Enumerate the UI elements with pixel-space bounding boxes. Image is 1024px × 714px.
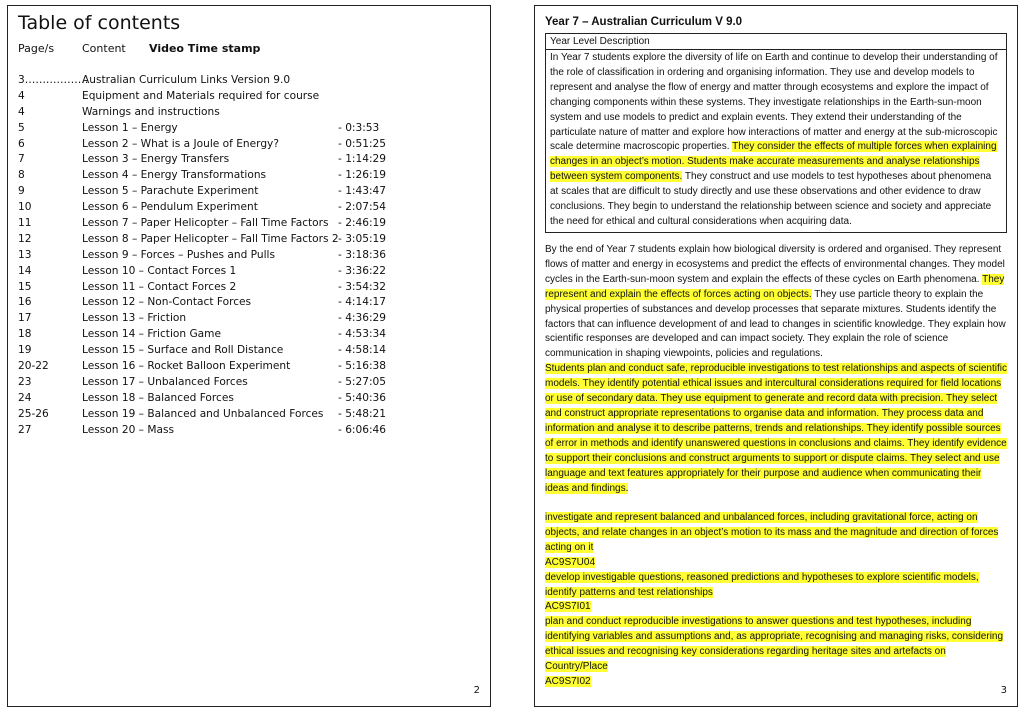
content-description-highlight: investigate and represent balanced and unbalanced forces, including gravitational force, acting on objects, and relate changes in an object’s motion to its mass and the magnitude and direction of forces acting on it xyxy=(545,512,999,553)
achievement-highlight-forces: They represent and explain the effects of forces acting on objects. xyxy=(545,273,1005,300)
toc-page-number: 10 xyxy=(18,201,32,214)
curriculum-title: Year 7 – Australian Curriculum V 9.0 xyxy=(545,16,743,28)
year-level-description-text xyxy=(546,50,1006,232)
toc-content: Lesson 1 – Energy xyxy=(82,121,178,134)
toc-video-timestamp: - 1:26:19 xyxy=(338,169,387,182)
content-description-line xyxy=(545,615,1007,675)
curriculum-page xyxy=(534,5,1018,707)
toc-video-timestamp: - 0:3:53 xyxy=(338,121,380,134)
toc-page-number: 4 xyxy=(18,89,25,102)
description-highlight: They consider the effects of multiple forces when explaining changes in an object’s motion. Students make accurate measurements and analyse relationships between system components. xyxy=(550,141,997,183)
toc-content: Lesson 17 – Unbalanced Forces xyxy=(82,375,248,388)
toc-page-number: 16 xyxy=(18,296,32,309)
page-number: 3 xyxy=(1000,685,1007,696)
year-level-description-heading: Year Level Description xyxy=(546,34,1006,50)
header-page: Page/s xyxy=(18,42,55,55)
toc-row xyxy=(18,73,488,89)
toc-content: Lesson 8 – Paper Helicopter – Fall Time Factors 2 xyxy=(82,232,339,245)
toc-video-timestamp: - 1:43:47 xyxy=(338,185,387,198)
toc-page-number: 12 xyxy=(18,232,32,245)
toc-video-timestamp: - 2:46:19 xyxy=(338,217,387,230)
toc-row xyxy=(18,184,488,200)
toc-row xyxy=(18,359,488,375)
toc-page-number: 25-26 xyxy=(18,407,49,420)
toc-page-number: 9 xyxy=(18,185,25,198)
toc-content: Lesson 20 – Mass xyxy=(82,423,175,436)
toc-content: Lesson 4 – Energy Transformations xyxy=(82,169,267,182)
toc-video-timestamp: - 1:14:29 xyxy=(338,153,387,166)
header-content: Content xyxy=(82,42,126,55)
achievement-text: By the end of Year 7 students explain how biological diversity is ordered and organised. They represent flows of matter and energy in ecosystems and predict the effects of environmental changes. They model cycles in the Earth-sun-moon system and explain the effects of these cycles on Earth phenomena. xyxy=(545,244,1005,285)
toc-content: Lesson 5 – Parachute Experiment xyxy=(82,185,259,198)
toc-content: Lesson 14 – Friction Game xyxy=(82,328,221,341)
toc-page-number: 18 xyxy=(18,328,32,341)
toc-row xyxy=(18,343,488,359)
toc-content: Lesson 6 – Pendulum Experiment xyxy=(82,201,258,214)
toc-list xyxy=(18,73,488,438)
toc-row xyxy=(18,375,488,391)
toc-row xyxy=(18,423,488,439)
achievement-highlight-inquiry: Students plan and conduct safe, reproducible investigations to test relationships and aspects of scientific models. They identify potential ethical issues and intercultural considerations required for field locations or use of secondary data. They use equipment to generate and record data with precision. They select and construct appropriate representations to organise data and information. They process data and information and analyse it to describe patterns, trends and relationships. They identify possible sources of error in methods and identify unanswered questions in conclusions and claims. They identify evidence to support their conclusions and construct arguments to support or dispute claims. They select and use language and text features appropriately for their purpose and audience when communicating their ideas and findings. xyxy=(545,363,1007,494)
toc-video-timestamp: - 2:07:54 xyxy=(338,201,387,214)
toc-content: Lesson 16 – Rocket Balloon Experiment xyxy=(82,360,291,373)
page-number: 2 xyxy=(473,685,480,696)
content-description-highlight: plan and conduct reproducible investigations to answer questions and test hypotheses, including identifying variables and assumptions and, as appropriate, recognising and managing risks, considering ethical issues and recognising key considerations regarding heritage sites and artefacts on Country/Place xyxy=(545,616,1004,673)
toc-row xyxy=(18,280,488,296)
toc-video-timestamp: - 0:51:25 xyxy=(338,137,387,150)
toc-page-number: 5 xyxy=(18,121,25,134)
toc-page-number: 14 xyxy=(18,264,32,277)
toc-content: Lesson 15 – Surface and Roll Distance xyxy=(82,344,284,357)
header-video-timestamp: Video Time stamp xyxy=(149,42,261,55)
toc-page-number: 8 xyxy=(18,169,25,182)
toc-video-timestamp: - 5:48:21 xyxy=(338,407,387,420)
toc-content: Lesson 11 – Contact Forces 2 xyxy=(82,280,237,293)
toc-content: Lesson 3 – Energy Transfers xyxy=(82,153,230,166)
toc-video-timestamp: - 4:36:29 xyxy=(338,312,387,325)
toc-row xyxy=(18,152,488,168)
toc-video-timestamp: - 5:27:05 xyxy=(338,375,387,388)
toc-video-timestamp: - 4:53:34 xyxy=(338,328,387,341)
toc-video-timestamp: - 3:05:19 xyxy=(338,232,387,245)
toc-content: Warnings and instructions xyxy=(82,105,220,118)
toc-video-timestamp: - 4:14:17 xyxy=(338,296,387,309)
toc-row xyxy=(18,407,488,423)
toc-page-number: 11 xyxy=(18,217,32,230)
toc-video-timestamp: - 5:40:36 xyxy=(338,391,387,404)
content-description-highlight: develop investigable questions, reasoned predictions and hypotheses to explore scientific models, identify patterns and test relationships xyxy=(545,571,979,598)
toc-page-number: 23 xyxy=(18,375,32,388)
toc-row xyxy=(18,121,488,137)
toc-row xyxy=(18,216,488,232)
toc-page-number: 13 xyxy=(18,248,32,261)
achievement-standard xyxy=(545,243,1007,496)
year-level-description-box xyxy=(545,33,1007,233)
toc-page-number: 17 xyxy=(18,312,32,325)
toc-page-number: 3……………… xyxy=(18,74,89,86)
toc-content: Australian Curriculum Links Version 9.0 xyxy=(82,74,291,86)
toc-page-number: 4 xyxy=(18,105,25,118)
toc-row xyxy=(18,295,488,311)
achievement-text-continued: They use particle theory to explain the physical properties of substances and develop processes that separate mixtures. Students identify the factors that can influence development of and lead to changes in scientific knowledge. They explain how scientific responses are developed and can impact society. They explain the role of science communication in shaping viewpoints, policies and regulations. xyxy=(545,288,1006,360)
toc-row xyxy=(18,89,488,105)
toc-page-number: 27 xyxy=(18,423,32,436)
toc-video-timestamp: - 3:36:22 xyxy=(338,264,387,277)
toc-row xyxy=(18,264,488,280)
toc-content: Lesson 13 – Friction xyxy=(82,312,187,325)
content-description-highlight: AC9S7U04 xyxy=(545,556,596,568)
content-description-highlight: AC9S7I02 xyxy=(545,675,591,687)
toc-row xyxy=(18,168,488,184)
toc-page-number: 15 xyxy=(18,280,32,293)
content-description-line xyxy=(545,571,1007,601)
toc-content: Lesson 7 – Paper Helicopter – Fall Time Factors xyxy=(82,217,329,230)
toc-row xyxy=(18,327,488,343)
toc-content: Lesson 10 – Contact Forces 1 xyxy=(82,264,237,277)
content-description-line xyxy=(545,511,1007,556)
toc-content: Lesson 18 – Balanced Forces xyxy=(82,391,234,404)
toc-content: Lesson 19 – Balanced and Unbalanced Forces xyxy=(82,407,324,420)
toc-video-timestamp: - 3:18:36 xyxy=(338,248,387,261)
toc-page-number: 6 xyxy=(18,137,25,150)
toc-video-timestamp: - 3:54:32 xyxy=(338,280,387,293)
toc-row xyxy=(18,391,488,407)
toc-video-timestamp: - 5:16:38 xyxy=(338,360,387,373)
content-descriptions xyxy=(545,511,1007,690)
content-description-line xyxy=(545,675,1007,690)
toc-page-number: 24 xyxy=(18,391,32,404)
toc-page-number: 7 xyxy=(18,153,25,166)
toc-content: Equipment and Materials required for course xyxy=(82,89,320,102)
page-title: Table of contents xyxy=(18,12,181,34)
toc-page-number: 20-22 xyxy=(18,360,49,373)
toc-video-timestamp: - 4:58:14 xyxy=(338,344,387,357)
toc-video-timestamp: - 6:06:46 xyxy=(338,423,387,436)
toc-content: Lesson 9 – Forces – Pushes and Pulls xyxy=(82,248,275,261)
toc-row xyxy=(18,248,488,264)
toc-content: Lesson 2 – What is a Joule of Energy? xyxy=(82,137,279,150)
description-text: In Year 7 students explore the diversity of life on Earth and continue to develop their understanding of the role of classification in ordering and organising information. They use and develop models to represent and analyse the flow of energy and matter through ecosystems and explore the impact of changing components within these systems. They investigate relationships in the Earth-sun-moon system and use models to predict and explain events. They extend their understanding of the particulate nature of matter and explore how interactions of matter and energy at the sub-microscopic scale determine macroscopic properties. xyxy=(550,52,998,153)
toc-row xyxy=(18,200,488,216)
toc-row xyxy=(18,232,488,248)
toc-content: Lesson 12 – Non-Contact Forces xyxy=(82,296,252,309)
toc-page-number: 19 xyxy=(18,344,32,357)
toc-row xyxy=(18,311,488,327)
content-description-line xyxy=(545,556,1007,571)
toc-row xyxy=(18,105,488,121)
toc-row xyxy=(18,137,488,153)
table-of-contents-page xyxy=(7,5,491,707)
content-description-line xyxy=(545,600,1007,615)
description-text-continued: They construct and use models to test hypotheses about phenomena at scales that are difficult to study directly and use these observations and other evidence to draw conclusions. They begin to understand the relationship between science and society and appreciate the need for ethical and cultural considerations when acquiring data. xyxy=(550,171,992,227)
content-description-highlight: AC9S7I01 xyxy=(545,601,591,613)
